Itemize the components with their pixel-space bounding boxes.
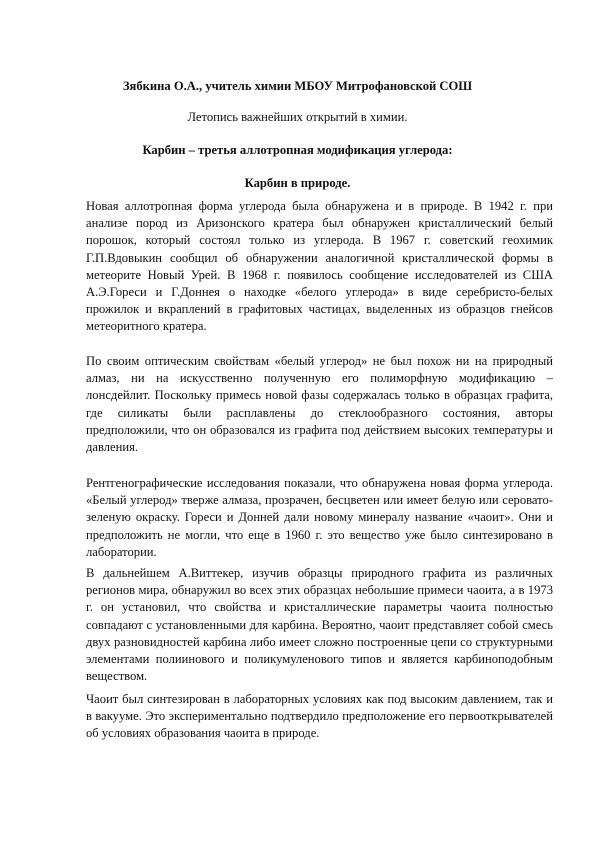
author-line: Зябкина О.А., учитель химии МБОУ Митрофановской СОШ [122, 79, 473, 93]
paragraph-wittaker-research: В дальнейшем А.Виттекер, изучив образцы природного графита из различных регионов мира, обнаружил во всех этих образцах небольшие примеси чаоита, а в 1973 г. он установил, что свойства и кристаллические параметры чаоита полностью совпадают с установленными для карбина. Вероятно, чаоит представляет собой смесь двух разновидностей карбина либо имеет сложно построенные цепи со структурными элементами полиинового и поликумуленового типов и является карбиноподобным веществом. [86, 566, 553, 684]
paragraph-chaoite-synthesis: Чаоит был синтезирован в лабораторных условиях как под высоким давлением, так и в вакууме. Это экспериментально подтвердило предположение его первооткрывателей об условиях образования чаоита в природе. [86, 692, 553, 741]
paragraph-discovery-in-nature: Новая аллотропная форма углерода была обнаружена и в природе. В 1942 г. при анализе пород из Аризонского кратера был обнаружен кристаллический белый порошок, который состоял только из углерода. В 1967 г. советский геохимик Г.П.Вдовыкин сообщил об обнаружении аналогичной кристаллической формы в метеорите Новый Урей. В 1968 г. появилось сообщение исследователей из США А.Э.Гореси и Г.Доннея о находке «белого углерода» в виде серебристо-белых прожилок и вкраплений в графитовых частицах, выделенных из образцов гнейсов метеоритного кратера. [86, 199, 553, 334]
chronicle-title: Летопись важнейших открытий в химии. [187, 110, 408, 124]
paragraph-x-ray-studies: Рентгенографические исследования показали, что обнаружена новая форма углерода. «Белый углерод» тверже алмаза, прозрачен, бесцветен или имеет белую или серовато-зеленую окраску. Гореси и Донней дали новому минералу название «чаоит». Они и предположить не могли, что еще в 1960 г. это вещество уже было синтезировано в лаборатории. [86, 476, 553, 559]
paragraph-optical-properties: По своим оптическим свойствам «белый углерод» не был похож ни на природный алмаз, ни на искусственно полученную его полиморфную модификацию – лонсдейлит. Поскольку примесь новой фазы содержалась только в образцах графита, где силикаты были расплавлены до стеклообразного состояния, авторы предположили, что он образовался из графита под действием высоких температуры и давления. [86, 354, 553, 455]
topic-title: Карбин – третья аллотропная модификация углерода: [142, 143, 453, 157]
subtopic-title: Карбин в природе. [244, 176, 351, 190]
